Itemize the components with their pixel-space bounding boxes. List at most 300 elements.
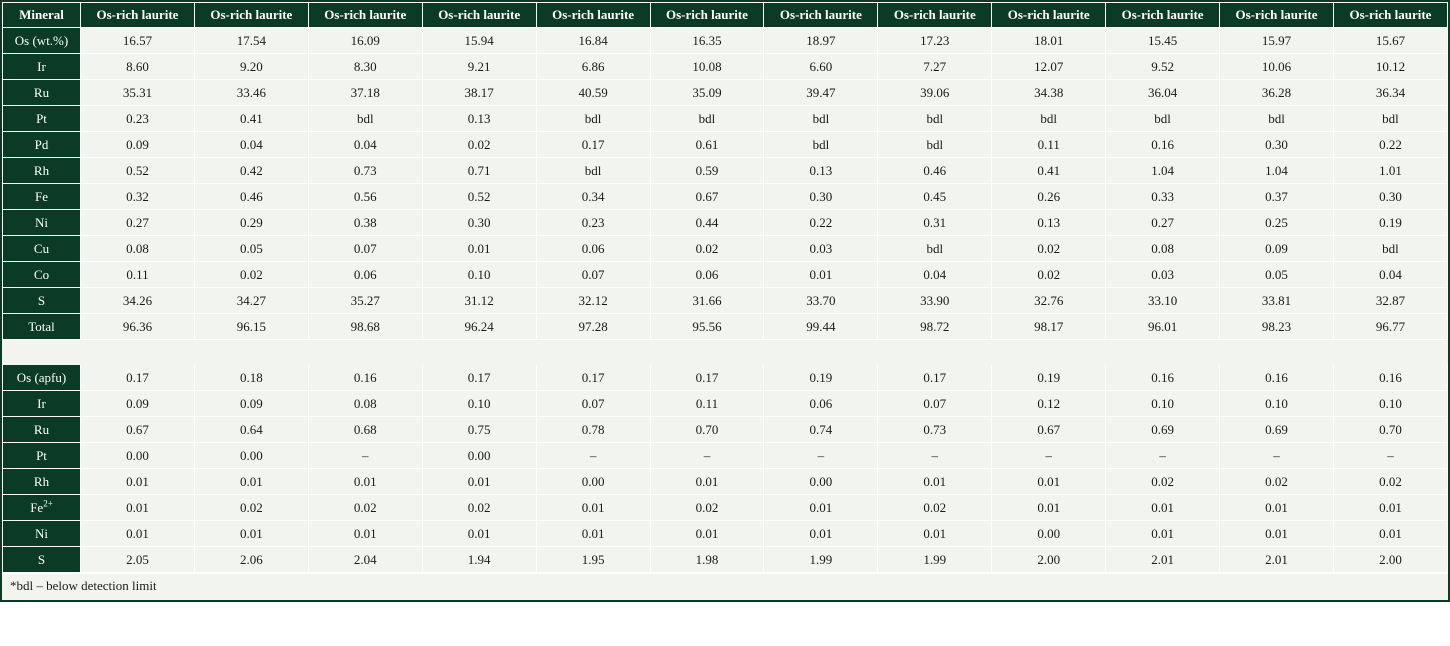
- table-cell: 98.72: [878, 314, 992, 340]
- table-cell: 1.99: [764, 547, 878, 573]
- table-cell: –: [650, 443, 764, 469]
- column-header-sample-9: Os-rich laurite: [992, 3, 1106, 28]
- table-cell: 0.11: [650, 391, 764, 417]
- table-cell: 36.28: [1220, 80, 1334, 106]
- row-label-text: Cu: [33, 240, 50, 256]
- table-header-row: [3, 3, 1448, 28]
- table-row: [3, 132, 1448, 158]
- table-row: [3, 443, 1448, 469]
- table-cell: 0.02: [650, 495, 764, 521]
- table-cell: 0.45: [878, 184, 992, 210]
- table-cell: 0.44: [650, 210, 764, 236]
- table-cell: 2.00: [992, 547, 1106, 573]
- table-cell: 98.17: [992, 314, 1106, 340]
- table-cell: 0.12: [992, 391, 1106, 417]
- table-cell: 0.06: [308, 262, 422, 288]
- table-cell: 0.52: [422, 184, 536, 210]
- table-cell: 0.07: [308, 236, 422, 262]
- spacer-cell: [194, 340, 308, 365]
- spacer-cell: [308, 340, 422, 365]
- table-cell: 0.19: [992, 365, 1106, 391]
- table-cell: 0.02: [992, 236, 1106, 262]
- table-cell: 0.22: [764, 210, 878, 236]
- column-header-sample-7: Os-rich laurite: [764, 3, 878, 28]
- table-cell: 16.09: [308, 28, 422, 54]
- table-head: [3, 3, 1448, 28]
- row-label: [3, 54, 81, 80]
- row-label: [3, 521, 81, 547]
- row-label: [3, 236, 81, 262]
- table-cell: 8.30: [308, 54, 422, 80]
- table-cell: 0.01: [81, 469, 195, 495]
- table-row: [3, 314, 1448, 340]
- row-label-text: Pt: [36, 110, 47, 126]
- table-cell: 7.27: [878, 54, 992, 80]
- table-cell: 0.02: [194, 262, 308, 288]
- table-cell: 32.12: [536, 288, 650, 314]
- table-row: [3, 54, 1448, 80]
- row-label-superscript: 2+: [43, 498, 53, 509]
- table-cell: 0.04: [308, 132, 422, 158]
- table-cell: 2.01: [1106, 547, 1220, 573]
- table-cell: 0.07: [536, 391, 650, 417]
- table-cell: 0.01: [764, 262, 878, 288]
- table-cell: 2.06: [194, 547, 308, 573]
- table-cell: 0.68: [308, 417, 422, 443]
- row-label: [3, 184, 81, 210]
- mineral-composition-table: [2, 2, 1448, 573]
- table-cell: 0.10: [422, 391, 536, 417]
- table-cell: 0.01: [81, 495, 195, 521]
- spacer-cell: [992, 340, 1106, 365]
- column-header-sample-10: Os-rich laurite: [1106, 3, 1220, 28]
- table-cell: –: [1220, 443, 1334, 469]
- table-cell: bdl: [1333, 236, 1447, 262]
- table-cell: 99.44: [764, 314, 878, 340]
- table-cell: 0.08: [81, 236, 195, 262]
- table-cell: 0.01: [194, 469, 308, 495]
- table-cell: 10.12: [1333, 54, 1447, 80]
- table-cell: 0.23: [81, 106, 195, 132]
- table-cell: 0.02: [878, 495, 992, 521]
- table-cell: 33.10: [1106, 288, 1220, 314]
- table-cell: 33.81: [1220, 288, 1334, 314]
- table-cell: 96.24: [422, 314, 536, 340]
- table-cell: 2.05: [81, 547, 195, 573]
- column-header-sample-4: Os-rich laurite: [422, 3, 536, 28]
- spacer-cell: [1333, 340, 1447, 365]
- table-cell: 15.67: [1333, 28, 1447, 54]
- table-cell: 15.97: [1220, 28, 1334, 54]
- table-cell: 98.68: [308, 314, 422, 340]
- table-cell: 9.21: [422, 54, 536, 80]
- table-row: [3, 469, 1448, 495]
- table-cell: bdl: [1333, 106, 1447, 132]
- table-cell: 16.57: [81, 28, 195, 54]
- table-row: [3, 365, 1448, 391]
- table-row: [3, 391, 1448, 417]
- table-cell: 0.10: [1106, 391, 1220, 417]
- row-label-text: Co: [33, 266, 50, 282]
- row-label: [3, 417, 81, 443]
- table-cell: 0.00: [992, 521, 1106, 547]
- table-cell: 0.02: [650, 236, 764, 262]
- table-cell: 18.01: [992, 28, 1106, 54]
- table-cell: 0.10: [1333, 391, 1447, 417]
- table-row: [3, 210, 1448, 236]
- table-cell: 0.17: [650, 365, 764, 391]
- column-header-sample-12: Os-rich laurite: [1333, 3, 1447, 28]
- column-header-sample-2: Os-rich laurite: [194, 3, 308, 28]
- column-header-mineral: Mineral: [3, 3, 81, 28]
- table-cell: 0.17: [536, 365, 650, 391]
- table-cell: 95.56: [650, 314, 764, 340]
- table-cell: 0.25: [1220, 210, 1334, 236]
- row-label-text: Rh: [33, 162, 50, 178]
- table-cell: 0.67: [650, 184, 764, 210]
- table-cell: 39.06: [878, 80, 992, 106]
- table-cell: 9.52: [1106, 54, 1220, 80]
- table-cell: –: [1106, 443, 1220, 469]
- row-label: [3, 106, 81, 132]
- table-cell: 0.37: [1220, 184, 1334, 210]
- table-cell: –: [536, 443, 650, 469]
- table-cell: bdl: [308, 106, 422, 132]
- table-cell: 0.33: [1106, 184, 1220, 210]
- table-cell: 0.00: [194, 443, 308, 469]
- table-cell: 37.18: [308, 80, 422, 106]
- table-cell: 2.00: [1333, 547, 1447, 573]
- row-label: [3, 132, 81, 158]
- row-label: [3, 443, 81, 469]
- table-cell: 17.23: [878, 28, 992, 54]
- table-cell: bdl: [764, 132, 878, 158]
- table-cell: 0.67: [81, 417, 195, 443]
- table-row: [3, 158, 1448, 184]
- row-label: [3, 314, 81, 340]
- table-cell: 32.87: [1333, 288, 1447, 314]
- table-row: [3, 28, 1448, 54]
- table-cell: 31.66: [650, 288, 764, 314]
- table-cell: 0.11: [992, 132, 1106, 158]
- table-row: [3, 288, 1448, 314]
- spacer-cell: [1106, 340, 1220, 365]
- table-cell: 15.94: [422, 28, 536, 54]
- row-label-text: Ru: [33, 421, 50, 437]
- table-cell: 0.04: [194, 132, 308, 158]
- table-cell: 6.60: [764, 54, 878, 80]
- table-cell: 0.07: [536, 262, 650, 288]
- row-label: [3, 495, 81, 521]
- table-cell: 10.08: [650, 54, 764, 80]
- table-cell: 0.00: [764, 469, 878, 495]
- table-cell: 0.03: [764, 236, 878, 262]
- row-label-text: Ir: [37, 58, 46, 74]
- table-cell: 0.00: [422, 443, 536, 469]
- column-header-sample-3: Os-rich laurite: [308, 3, 422, 28]
- table-cell: 0.41: [194, 106, 308, 132]
- table-cell: 0.16: [1333, 365, 1447, 391]
- table-cell: 34.38: [992, 80, 1106, 106]
- table-cell: 0.10: [422, 262, 536, 288]
- row-label-text: Total: [28, 318, 55, 334]
- table-cell: 0.41: [992, 158, 1106, 184]
- table-row: [3, 80, 1448, 106]
- table-cell: 0.18: [194, 365, 308, 391]
- table-cell: 0.03: [1106, 262, 1220, 288]
- table-row: [3, 495, 1448, 521]
- table-cell: 0.17: [81, 365, 195, 391]
- table-cell: 17.54: [194, 28, 308, 54]
- table-cell: bdl: [536, 106, 650, 132]
- table-cell: 0.27: [1106, 210, 1220, 236]
- table-cell: 33.46: [194, 80, 308, 106]
- column-header-sample-5: Os-rich laurite: [536, 3, 650, 28]
- table-cell: 0.10: [1220, 391, 1334, 417]
- row-label-text: Rh: [33, 473, 50, 489]
- row-label-text: Fe: [35, 188, 48, 204]
- table-cell: 0.01: [422, 236, 536, 262]
- table-cell: 0.29: [194, 210, 308, 236]
- row-label-text: S: [37, 292, 46, 308]
- row-label: [3, 158, 81, 184]
- spacer-cell: [764, 340, 878, 365]
- table-cell: 0.01: [764, 495, 878, 521]
- row-label: [3, 80, 81, 106]
- table-cell: 0.30: [1333, 184, 1447, 210]
- table-body: [3, 28, 1448, 573]
- table-cell: 16.84: [536, 28, 650, 54]
- table-cell: 0.67: [992, 417, 1106, 443]
- table-cell: 36.04: [1106, 80, 1220, 106]
- table-cell: 0.01: [878, 521, 992, 547]
- table-cell: 0.22: [1333, 132, 1447, 158]
- table-cell: 98.23: [1220, 314, 1334, 340]
- spacer-cell: [1220, 340, 1334, 365]
- spacer-cell: [81, 340, 195, 365]
- table-cell: 0.01: [650, 469, 764, 495]
- table-cell: 0.27: [81, 210, 195, 236]
- table-cell: 0.05: [1220, 262, 1334, 288]
- table-cell: 0.05: [194, 236, 308, 262]
- table-row: [3, 184, 1448, 210]
- table-cell: 35.31: [81, 80, 195, 106]
- table-cell: 0.01: [992, 469, 1106, 495]
- table-cell: bdl: [878, 106, 992, 132]
- table-cell: 0.01: [1333, 521, 1447, 547]
- table-cell: 39.47: [764, 80, 878, 106]
- spacer-cell: [536, 340, 650, 365]
- table-cell: bdl: [650, 106, 764, 132]
- table-cell: 0.46: [194, 184, 308, 210]
- table-cell: 0.09: [81, 391, 195, 417]
- table-cell: 0.01: [81, 521, 195, 547]
- table-cell: 0.08: [1106, 236, 1220, 262]
- table-cell: 0.01: [536, 521, 650, 547]
- table-cell: 0.17: [422, 365, 536, 391]
- table-cell: 34.26: [81, 288, 195, 314]
- table-cell: 2.01: [1220, 547, 1334, 573]
- row-label: [3, 262, 81, 288]
- table-cell: 0.34: [536, 184, 650, 210]
- table-cell: 0.46: [878, 158, 992, 184]
- table-cell: 38.17: [422, 80, 536, 106]
- spacer-row: [3, 340, 1448, 365]
- table-cell: –: [992, 443, 1106, 469]
- table-row: [3, 417, 1448, 443]
- table-cell: 0.02: [1333, 469, 1447, 495]
- table-cell: –: [764, 443, 878, 469]
- table-cell: 0.02: [1106, 469, 1220, 495]
- table-cell: 1.98: [650, 547, 764, 573]
- table-footnote: *bdl – below detection limit: [2, 573, 1448, 600]
- table-cell: 0.78: [536, 417, 650, 443]
- table-cell: 1.94: [422, 547, 536, 573]
- table-cell: 35.27: [308, 288, 422, 314]
- table-cell: –: [308, 443, 422, 469]
- spacer-cell: [878, 340, 992, 365]
- table-cell: 0.19: [764, 365, 878, 391]
- table-cell: bdl: [536, 158, 650, 184]
- row-label-text: Ir: [37, 395, 46, 411]
- table-cell: 0.06: [764, 391, 878, 417]
- column-header-sample-6: Os-rich laurite: [650, 3, 764, 28]
- column-header-sample-8: Os-rich laurite: [878, 3, 992, 28]
- table-cell: 0.01: [536, 495, 650, 521]
- table-cell: 0.01: [308, 469, 422, 495]
- table-cell: 1.04: [1220, 158, 1334, 184]
- table-cell: 0.06: [650, 262, 764, 288]
- table-cell: 0.07: [878, 391, 992, 417]
- row-label: [3, 469, 81, 495]
- table-cell: 0.38: [308, 210, 422, 236]
- table-cell: 0.16: [308, 365, 422, 391]
- table-cell: 0.16: [1220, 365, 1334, 391]
- table-cell: 1.04: [1106, 158, 1220, 184]
- table-cell: 0.19: [1333, 210, 1447, 236]
- table-cell: 6.86: [536, 54, 650, 80]
- table-cell: 33.70: [764, 288, 878, 314]
- table-cell: 8.60: [81, 54, 195, 80]
- row-label: [3, 28, 81, 54]
- table-cell: 0.31: [878, 210, 992, 236]
- table-cell: 0.01: [1220, 495, 1334, 521]
- row-label-text: Ni: [35, 214, 48, 230]
- table-cell: 0.64: [194, 417, 308, 443]
- table-cell: 0.04: [878, 262, 992, 288]
- table-cell: 9.20: [194, 54, 308, 80]
- table-cell: 0.02: [308, 495, 422, 521]
- table-cell: 36.34: [1333, 80, 1447, 106]
- table-cell: 0.71: [422, 158, 536, 184]
- row-label-text: Pt: [36, 447, 47, 463]
- table-cell: 0.30: [1220, 132, 1334, 158]
- row-label-blank: [3, 340, 81, 365]
- table-cell: 0.01: [1333, 495, 1447, 521]
- row-label-text: S: [37, 551, 46, 567]
- table-cell: 0.23: [536, 210, 650, 236]
- table-cell: 0.01: [764, 521, 878, 547]
- table-cell: 0.73: [308, 158, 422, 184]
- table-cell: 1.95: [536, 547, 650, 573]
- table-cell: 0.42: [194, 158, 308, 184]
- spacer-cell: [650, 340, 764, 365]
- table-cell: 0.01: [650, 521, 764, 547]
- row-label-text: Ni: [35, 525, 48, 541]
- table-cell: 0.01: [1106, 495, 1220, 521]
- table-cell: 0.30: [422, 210, 536, 236]
- row-label-text: Fe: [30, 499, 44, 515]
- table-cell: 33.90: [878, 288, 992, 314]
- table-cell: 0.13: [992, 210, 1106, 236]
- table-row: [3, 521, 1448, 547]
- table-cell: bdl: [878, 236, 992, 262]
- table-cell: 0.01: [878, 469, 992, 495]
- table-cell: 0.32: [81, 184, 195, 210]
- table-cell: 0.01: [1220, 521, 1334, 547]
- table-cell: 0.69: [1220, 417, 1334, 443]
- table-cell: 96.77: [1333, 314, 1447, 340]
- column-header-sample-1: Os-rich laurite: [81, 3, 195, 28]
- table-cell: –: [878, 443, 992, 469]
- row-label: [3, 365, 81, 391]
- table-cell: 0.08: [308, 391, 422, 417]
- table-cell: 18.97: [764, 28, 878, 54]
- table-cell: 0.75: [422, 417, 536, 443]
- table-cell: 0.01: [194, 521, 308, 547]
- table-cell: 0.02: [422, 132, 536, 158]
- table-cell: 0.01: [422, 469, 536, 495]
- table-cell: 2.04: [308, 547, 422, 573]
- row-label: [3, 288, 81, 314]
- table-cell: 0.01: [1106, 521, 1220, 547]
- table-cell: 0.17: [878, 365, 992, 391]
- table-cell: 0.01: [308, 521, 422, 547]
- table-cell: 0.52: [81, 158, 195, 184]
- table-cell: bdl: [1220, 106, 1334, 132]
- table-cell: 0.11: [81, 262, 195, 288]
- table-cell: 1.01: [1333, 158, 1447, 184]
- table-cell: 0.09: [194, 391, 308, 417]
- row-label-text: Pd: [34, 136, 49, 152]
- table-cell: 0.26: [992, 184, 1106, 210]
- table-cell: bdl: [764, 106, 878, 132]
- table-cell: 0.73: [878, 417, 992, 443]
- table-cell: 34.27: [194, 288, 308, 314]
- table-cell: 0.02: [194, 495, 308, 521]
- row-label-text: Os (wt.%): [14, 32, 69, 48]
- table-cell: 96.01: [1106, 314, 1220, 340]
- table-cell: 0.70: [1333, 417, 1447, 443]
- table-cell: 0.70: [650, 417, 764, 443]
- table-cell: 0.09: [81, 132, 195, 158]
- table-cell: bdl: [878, 132, 992, 158]
- table-cell: 0.16: [1106, 132, 1220, 158]
- table-cell: 0.02: [1220, 469, 1334, 495]
- table-row: [3, 547, 1448, 573]
- table-cell: bdl: [1106, 106, 1220, 132]
- table-cell: 96.36: [81, 314, 195, 340]
- table-cell: 16.35: [650, 28, 764, 54]
- row-label: [3, 547, 81, 573]
- row-label-text: Ru: [33, 84, 50, 100]
- table-cell: 32.76: [992, 288, 1106, 314]
- table-cell: 0.04: [1333, 262, 1447, 288]
- table-cell: 12.07: [992, 54, 1106, 80]
- table-cell: 0.01: [992, 495, 1106, 521]
- table-cell: 96.15: [194, 314, 308, 340]
- table-row: [3, 106, 1448, 132]
